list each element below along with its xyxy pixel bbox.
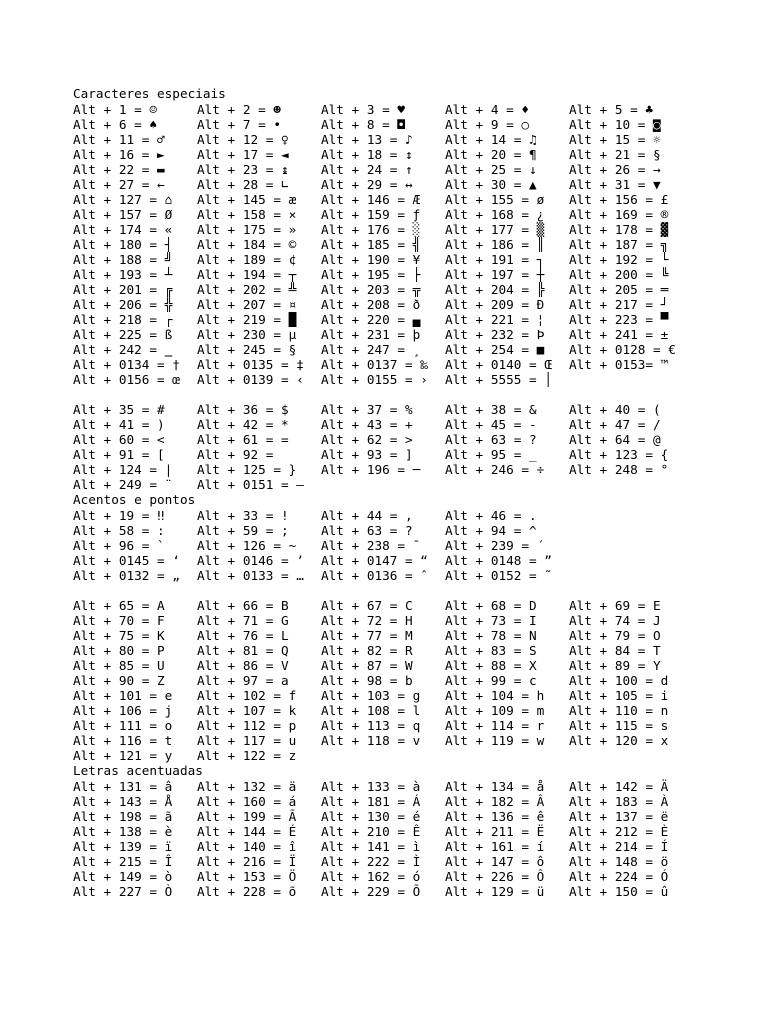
alt-code-entry: Alt + 23 = ↨ <box>197 161 289 177</box>
alt-code-entry: Alt + 130 = é <box>321 808 421 824</box>
alt-code-entry: Alt + 13 = ♪ <box>321 131 413 147</box>
alt-code-entry: Alt + 42 = * <box>197 417 289 433</box>
alt-code-entry: Alt + 46 = . <box>445 507 537 523</box>
alt-code-entry: Alt + 104 = h <box>445 688 545 704</box>
alt-code-entry: Alt + 25 = ↓ <box>445 161 537 177</box>
alt-code-entry: Alt + 90 = Z <box>73 673 165 689</box>
alt-code-grid <box>73 402 693 492</box>
alt-code-entry: Alt + 115 = s <box>569 718 669 734</box>
alt-code-entry: Alt + 58 = : <box>73 522 165 538</box>
alt-code-entry: Alt + 118 = v <box>321 733 421 749</box>
alt-code-entry <box>569 553 693 568</box>
alt-code-entry: Alt + 64 = @ <box>569 432 661 448</box>
alt-code-entry: Alt + 153 = Ö <box>197 868 297 884</box>
alt-code-entry: Alt + 62 = > <box>321 432 413 448</box>
alt-code-entry: Alt + 225 = ß <box>73 326 173 342</box>
alt-code-entry: Alt + 120 = x <box>569 733 669 749</box>
alt-code-entry: Alt + 214 = Í <box>569 838 669 854</box>
alt-code-entry: Alt + 0152 = ˜ <box>445 567 552 583</box>
alt-code-entry: Alt + 192 = └ <box>569 251 669 267</box>
alt-code-entry: Alt + 7 = • <box>197 116 282 132</box>
alt-code-entry: Alt + 31 = ▼ <box>569 176 661 192</box>
alt-code-entry: Alt + 127 = ⌂ <box>73 191 173 207</box>
alt-code-entry: Alt + 122 = z <box>197 748 297 764</box>
alt-code-entry: Alt + 81 = Q <box>197 643 289 659</box>
alt-code-entry: Alt + 203 = ╦ <box>321 281 421 297</box>
alt-code-entry: Alt + 17 = ◄ <box>197 146 289 162</box>
alt-code-entry: Alt + 98 = b <box>321 673 413 689</box>
alt-code-entry: Alt + 38 = & <box>445 402 537 418</box>
alt-code-entry: Alt + 132 = ä <box>197 778 297 794</box>
alt-code-entry: Alt + 201 = ╔ <box>73 281 173 297</box>
alt-code-entry: Alt + 103 = g <box>321 688 421 704</box>
alt-code-grid <box>73 102 693 387</box>
alt-code-entry: Alt + 59 = ; <box>197 522 289 538</box>
alt-code-entry: Alt + 27 = ← <box>73 176 165 192</box>
alt-code-entry: Alt + 0139 = ‹ <box>197 371 304 387</box>
alt-code-entry: Alt + 71 = G <box>197 613 289 629</box>
alt-code-entry: Alt + 109 = m <box>445 703 545 719</box>
alt-code-entry: Alt + 227 = Ò <box>73 883 173 899</box>
alt-code-entry: Alt + 129 = ü <box>445 883 545 899</box>
alt-code-entry: Alt + 63 = ? <box>445 432 537 448</box>
alt-code-entry: Alt + 18 = ↕ <box>321 146 413 162</box>
alt-code-entry: Alt + 125 = } <box>197 462 297 478</box>
alt-code-entry: Alt + 193 = ┴ <box>73 266 173 282</box>
alt-code-entry: Alt + 0151 = — <box>197 477 304 493</box>
alt-code-entry: Alt + 26 = → <box>569 161 661 177</box>
alt-code-entry: Alt + 28 = ∟ <box>197 176 289 192</box>
alt-code-grid <box>73 508 693 583</box>
alt-code-entry: Alt + 94 = ^ <box>445 522 537 538</box>
alt-code-entry: Alt + 91 = [ <box>73 447 165 463</box>
alt-code-entry: Alt + 131 = â <box>73 778 173 794</box>
alt-code-entry: Alt + 40 = ( <box>569 402 661 418</box>
alt-code-entry: Alt + 75 = K <box>73 628 165 644</box>
alt-code-entry: Alt + 89 = Y <box>569 658 661 674</box>
alt-code-entry: Alt + 5 = ♣ <box>569 101 654 117</box>
alt-code-entry: Alt + 182 = Â <box>445 793 545 809</box>
alt-code-entry: Alt + 123 = { <box>569 447 669 463</box>
alt-code-entry: Alt + 0133 = … <box>197 567 304 583</box>
alt-code-entry: Alt + 144 = É <box>197 823 297 839</box>
alt-code-entry: Alt + 16 = ► <box>73 146 165 162</box>
alt-code-entry: Alt + 70 = F <box>73 613 165 629</box>
alt-code-entry: Alt + 100 = d <box>569 673 669 689</box>
alt-code-entry: Alt + 216 = Ï <box>197 853 297 869</box>
alt-code-entry: Alt + 200 = ╚ <box>569 266 669 282</box>
alt-code-entry: Alt + 217 = ┘ <box>569 296 669 312</box>
alt-code-grid <box>73 779 693 899</box>
alt-code-entry: Alt + 68 = D <box>445 598 537 614</box>
alt-code-entry: Alt + 112 = p <box>197 718 297 734</box>
alt-code-entry: Alt + 134 = å <box>445 778 545 794</box>
alt-code-entry: Alt + 142 = Ä <box>569 778 669 794</box>
alt-code-entry: Alt + 92 = <box>197 447 274 463</box>
alt-code-entry: Alt + 11 = ♂ <box>73 131 165 147</box>
alt-code-entry: Alt + 231 = þ <box>321 326 421 342</box>
alt-code-entry: Alt + 47 = / <box>569 417 661 433</box>
alt-code-entry: Alt + 77 = M <box>321 628 413 644</box>
section-title: Acentos e pontos <box>73 492 196 508</box>
alt-code-entry: Alt + 176 = ░ <box>321 221 421 237</box>
alt-code-entry: Alt + 148 = ö <box>569 853 669 869</box>
alt-code-entry: Alt + 246 = ÷ <box>445 462 545 478</box>
alt-code-entry: Alt + 30 = ▲ <box>445 176 537 192</box>
alt-code-entry: Alt + 12 = ♀ <box>197 131 289 147</box>
alt-code-entry: Alt + 78 = N <box>445 628 537 644</box>
alt-code-entry: Alt + 209 = Ð <box>445 296 545 312</box>
alt-code-entry: Alt + 0155 = › <box>321 371 428 387</box>
section-spacer <box>73 583 693 599</box>
alt-code-entry: Alt + 162 = ó <box>321 868 421 884</box>
alt-code-entry: Alt + 79 = O <box>569 628 661 644</box>
alt-code-entry: Alt + 147 = ô <box>445 853 545 869</box>
alt-code-entry: Alt + 66 = B <box>197 598 289 614</box>
alt-code-entry: Alt + 110 = n <box>569 703 669 719</box>
alt-code-entry: Alt + 156 = £ <box>569 191 669 207</box>
alt-code-entry: Alt + 99 = c <box>445 673 537 689</box>
alt-code-entry: Alt + 247 = ¸ <box>321 341 421 357</box>
alt-code-entry: Alt + 114 = r <box>445 718 545 734</box>
alt-code-entry: Alt + 35 = # <box>73 402 165 418</box>
alt-code-entry: Alt + 219 = █ <box>197 311 297 327</box>
alt-code-entry: Alt + 20 = ¶ <box>445 146 537 162</box>
alt-code-entry: Alt + 218 = ┌ <box>73 311 173 327</box>
alt-code-entry: Alt + 155 = ø <box>445 191 545 207</box>
alt-code-entry: Alt + 199 = Ã <box>197 808 297 824</box>
alt-code-entry: Alt + 83 = S <box>445 643 537 659</box>
alt-code-entry: Alt + 183 = À <box>569 793 669 809</box>
alt-code-entry: Alt + 5555 = │ <box>445 371 552 387</box>
alt-code-entry: Alt + 85 = U <box>73 658 165 674</box>
alt-code-entry: Alt + 159 = ƒ <box>321 206 421 222</box>
alt-code-entry: Alt + 0128 = € <box>569 341 676 357</box>
alt-code-entry: Alt + 86 = V <box>197 658 289 674</box>
alt-code-entry: Alt + 145 = æ <box>197 191 297 207</box>
alt-code-entry: Alt + 97 = a <box>197 673 289 689</box>
alt-code-entry: Alt + 141 = ì <box>321 838 421 854</box>
alt-code-entry: Alt + 221 = ¦ <box>445 311 545 327</box>
alt-code-entry: Alt + 186 = ║ <box>445 236 545 252</box>
alt-code-entry: Alt + 158 = × <box>197 206 297 222</box>
alt-code-entry: Alt + 178 = ▓ <box>569 221 669 237</box>
alt-code-entry: Alt + 0135 = ‡ <box>197 356 304 372</box>
alt-code-entry: Alt + 8 = ◘ <box>321 116 406 132</box>
alt-code-entry: Alt + 119 = w <box>445 733 545 749</box>
alt-code-entry: Alt + 146 = Æ <box>321 191 421 207</box>
alt-code-entry: Alt + 222 = Ì <box>321 853 421 869</box>
alt-code-entry: Alt + 195 = ├ <box>321 266 421 282</box>
alt-code-entry: Alt + 117 = u <box>197 733 297 749</box>
alt-code-entry: Alt + 93 = ] <box>321 447 413 463</box>
alt-code-entry <box>445 748 569 763</box>
alt-code-entry: Alt + 74 = J <box>569 613 661 629</box>
alt-code-entry: Alt + 224 = Ó <box>569 868 669 884</box>
alt-code-entry: Alt + 44 = , <box>321 507 413 523</box>
alt-code-entry: Alt + 121 = y <box>73 748 173 764</box>
alt-code-entry: Alt + 220 = ▄ <box>321 311 421 327</box>
alt-code-entry: Alt + 196 = ─ <box>321 462 421 478</box>
alt-code-entry: Alt + 0148 = ” <box>445 552 552 568</box>
alt-code-entry: Alt + 29 = ↔ <box>321 176 413 192</box>
alt-code-entry: Alt + 239 = ´ <box>445 537 545 553</box>
alt-code-entry: Alt + 41 = ) <box>73 417 165 433</box>
alt-code-entry: Alt + 136 = ê <box>445 808 545 824</box>
alt-code-entry: Alt + 169 = ® <box>569 206 669 222</box>
alt-code-entry: Alt + 10 = ◙ <box>569 116 661 132</box>
alt-code-entry: Alt + 6 = ♠ <box>73 116 158 132</box>
alt-code-entry: Alt + 1 = ☺ <box>73 101 158 117</box>
alt-code-entry: Alt + 4 = ♦ <box>445 101 530 117</box>
alt-code-entry: Alt + 102 = f <box>197 688 297 704</box>
alt-code-entry: Alt + 212 = È <box>569 823 669 839</box>
alt-code-entry <box>569 508 693 523</box>
alt-code-entry <box>445 477 569 492</box>
alt-code-entry: Alt + 22 = ▬ <box>73 161 165 177</box>
alt-code-entry: Alt + 143 = Å <box>73 793 173 809</box>
alt-code-entry: Alt + 0134 = † <box>73 356 180 372</box>
alt-code-entry: Alt + 37 = % <box>321 402 413 418</box>
alt-code-entry: Alt + 0137 = ‰ <box>321 356 428 372</box>
alt-code-entry: Alt + 139 = ï <box>73 838 173 854</box>
alt-code-entry: Alt + 43 = + <box>321 417 413 433</box>
section-title: Caracteres especiais <box>73 86 226 101</box>
alt-code-entry: Alt + 157 = Ø <box>73 206 173 222</box>
alt-code-entry: Alt + 198 = ã <box>73 808 173 824</box>
alt-code-entry: Alt + 140 = î <box>197 838 297 854</box>
alt-code-entry: Alt + 242 = ‗ <box>73 341 173 357</box>
alt-code-entry: Alt + 194 = ┬ <box>197 266 297 282</box>
alt-code-entry: Alt + 0147 = “ <box>321 552 428 568</box>
alt-code-entry: Alt + 36 = $ <box>197 402 289 418</box>
alt-code-entry: Alt + 208 = ð <box>321 296 421 312</box>
alt-code-entry: Alt + 113 = q <box>321 718 421 734</box>
alt-code-entry: Alt + 95 = _ <box>445 447 537 463</box>
alt-code-entry: Alt + 45 = - <box>445 417 537 433</box>
alt-code-entry: Alt + 96 = ` <box>73 537 165 553</box>
alt-code-entry <box>569 372 693 387</box>
alt-code-entry: Alt + 0153= ™ <box>569 356 669 372</box>
alt-code-entry: Alt + 174 = « <box>73 221 173 237</box>
alt-code-entry: Alt + 160 = á <box>197 793 297 809</box>
alt-code-entry: Alt + 0146 = ’ <box>197 552 304 568</box>
alt-code-entry: Alt + 168 = ¿ <box>445 206 545 222</box>
alt-code-entry: Alt + 108 = l <box>321 703 421 719</box>
alt-code-entry: Alt + 248 = ° <box>569 462 669 478</box>
alt-code-entry: Alt + 73 = I <box>445 613 537 629</box>
alt-code-entry: Alt + 82 = R <box>321 643 413 659</box>
alt-code-entry: Alt + 101 = e <box>73 688 173 704</box>
alt-code-entry: Alt + 33 = ! <box>197 507 289 523</box>
alt-code-entry: Alt + 60 = < <box>73 432 165 448</box>
alt-code-entry: Alt + 210 = Ê <box>321 823 421 839</box>
alt-code-entry: Alt + 230 = µ <box>197 326 297 342</box>
alt-code-entry: Alt + 175 = » <box>197 221 297 237</box>
alt-code-entry: Alt + 238 = ¯ <box>321 537 421 553</box>
alt-code-entry: Alt + 245 = § <box>197 341 297 357</box>
alt-code-entry: Alt + 84 = T <box>569 643 661 659</box>
alt-code-entry: Alt + 205 = ═ <box>569 281 669 297</box>
alt-code-entry <box>569 538 693 553</box>
alt-code-entry <box>569 748 693 763</box>
alt-code-entry: Alt + 87 = W <box>321 658 413 674</box>
alt-code-entry: Alt + 0156 = œ <box>73 371 180 387</box>
alt-code-entry: Alt + 232 = Þ <box>445 326 545 342</box>
alt-code-entry: Alt + 191 = ┐ <box>445 251 545 267</box>
alt-code-entry: Alt + 76 = L <box>197 628 289 644</box>
alt-code-entry: Alt + 254 = ■ <box>445 341 545 357</box>
alt-code-entry: Alt + 189 = ¢ <box>197 251 297 267</box>
alt-code-entry: Alt + 0136 = ˆ <box>321 567 428 583</box>
alt-code-entry: Alt + 228 = õ <box>197 883 297 899</box>
alt-code-entry: Alt + 229 = Õ <box>321 883 421 899</box>
alt-code-entry: Alt + 72 = H <box>321 613 413 629</box>
alt-code-entry: Alt + 150 = û <box>569 883 669 899</box>
alt-code-entry: Alt + 124 = | <box>73 462 173 478</box>
alt-code-entry: Alt + 65 = A <box>73 598 165 614</box>
alt-code-entry: Alt + 116 = t <box>73 733 173 749</box>
alt-code-entry: Alt + 3 = ♥ <box>321 101 406 117</box>
alt-code-entry: Alt + 107 = k <box>197 703 297 719</box>
alt-code-entry: Alt + 105 = i <box>569 688 669 704</box>
alt-code-entry: Alt + 207 = ¤ <box>197 296 297 312</box>
alt-code-entry: Alt + 111 = o <box>73 718 173 734</box>
alt-code-entry: Alt + 204 = ╠ <box>445 281 545 297</box>
alt-code-entry: Alt + 0132 = „ <box>73 567 180 583</box>
alt-code-entry: Alt + 133 = à <box>321 778 421 794</box>
alt-code-entry: Alt + 181 = Á <box>321 793 421 809</box>
alt-code-grid <box>73 598 693 763</box>
alt-code-entry: Alt + 211 = Ë <box>445 823 545 839</box>
alt-code-entry: Alt + 0140 = Œ <box>445 356 552 372</box>
alt-code-entry: Alt + 126 = ~ <box>197 537 297 553</box>
alt-code-entry: Alt + 206 = ╬ <box>73 296 173 312</box>
alt-code-entry: Alt + 14 = ♫ <box>445 131 537 147</box>
alt-code-entry: Alt + 137 = ë <box>569 808 669 824</box>
alt-code-entry: Alt + 80 = P <box>73 643 165 659</box>
alt-code-entry: Alt + 149 = ò <box>73 868 173 884</box>
alt-code-entry: Alt + 69 = E <box>569 598 661 614</box>
alt-code-entry: Alt + 24 = ↑ <box>321 161 413 177</box>
alt-code-entry: Alt + 67 = C <box>321 598 413 614</box>
alt-code-entry: Alt + 185 = ╣ <box>321 236 421 252</box>
alt-code-entry: Alt + 177 = ▒ <box>445 221 545 237</box>
alt-code-entry: Alt + 226 = Ô <box>445 868 545 884</box>
alt-code-entry <box>321 477 445 492</box>
alt-code-entry: Alt + 202 = ╩ <box>197 281 297 297</box>
alt-code-entry: Alt + 184 = © <box>197 236 297 252</box>
alt-code-entry: Alt + 9 = ○ <box>445 116 530 132</box>
alt-code-entry <box>569 568 693 583</box>
alt-code-entry: Alt + 138 = è <box>73 823 173 839</box>
alt-code-entry: Alt + 180 = ┤ <box>73 236 173 252</box>
alt-code-entry: Alt + 249 = ¨ <box>73 477 173 493</box>
alt-code-entry: Alt + 88 = X <box>445 658 537 674</box>
alt-code-entry: Alt + 197 = ┼ <box>445 266 545 282</box>
alt-code-entry: Alt + 161 = í <box>445 838 545 854</box>
alt-code-entry <box>569 523 693 538</box>
alt-code-entry: Alt + 215 = Î <box>73 853 173 869</box>
alt-code-entry: Alt + 106 = j <box>73 703 173 719</box>
alt-code-entry: Alt + 21 = § <box>569 146 661 162</box>
alt-code-document <box>73 86 693 899</box>
alt-code-entry <box>321 748 445 763</box>
alt-code-entry: Alt + 241 = ± <box>569 326 669 342</box>
section-spacer <box>73 387 693 403</box>
alt-code-entry: Alt + 187 = ╗ <box>569 236 669 252</box>
alt-code-entry: Alt + 61 = = <box>197 432 289 448</box>
alt-code-entry: Alt + 223 = ▀ <box>569 311 669 327</box>
alt-code-entry: Alt + 15 = ☼ <box>569 131 661 147</box>
alt-code-entry <box>569 477 693 492</box>
alt-code-entry: Alt + 190 = ¥ <box>321 251 421 267</box>
alt-code-entry: Alt + 188 = ╝ <box>73 251 173 267</box>
alt-code-entry: Alt + 0145 = ‘ <box>73 552 180 568</box>
alt-code-entry: Alt + 19 = ‼ <box>73 507 165 523</box>
section-title: Letras acentuadas <box>73 763 203 779</box>
alt-code-entry: Alt + 63 = ? <box>321 522 413 538</box>
alt-code-entry: Alt + 2 = ☻ <box>197 101 282 117</box>
